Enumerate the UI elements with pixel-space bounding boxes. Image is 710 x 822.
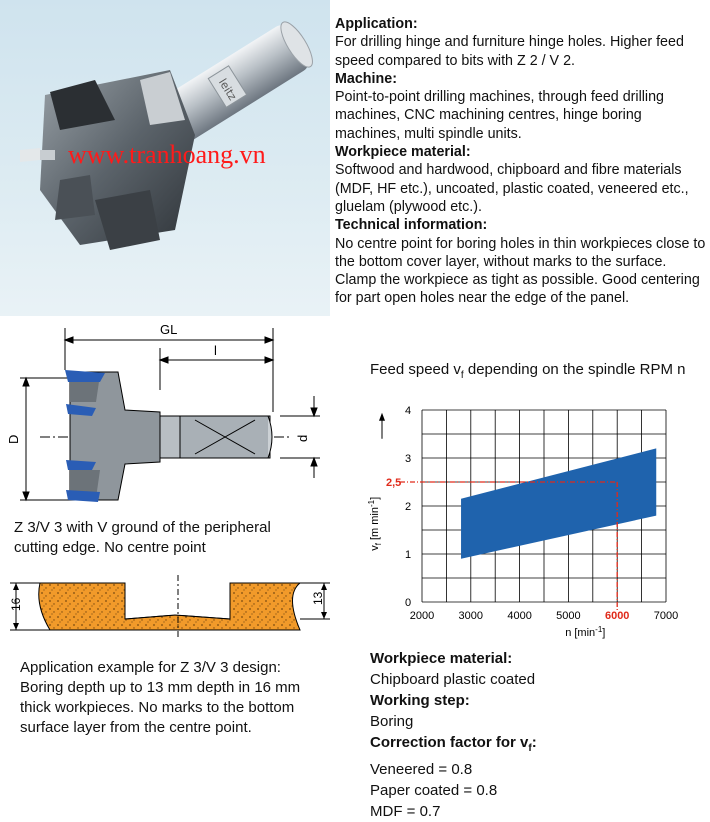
chart-title <box>370 360 690 386</box>
y-tick-label: 4 <box>404 405 412 417</box>
spec-factor-mdf: MDF = 0.7 <box>370 803 441 820</box>
feed-speed-chart <box>356 400 706 650</box>
correction-heading-sub: f <box>528 743 532 754</box>
workpiece-heading: Workpiece material: <box>335 144 471 161</box>
label-13: 13 <box>311 591 325 605</box>
spec-factor-paper: Paper coated = 0.8 <box>370 782 498 799</box>
spec-workpiece-value: Chipboard plastic coated <box>370 671 536 688</box>
label-gl: GL <box>160 322 178 337</box>
x-tick-label: 3000 <box>458 610 484 622</box>
y-tick-label: 3 <box>404 453 412 465</box>
product-photo <box>0 0 330 316</box>
y-axis-arrow <box>379 413 385 439</box>
application-text: For drilling hinge and furniture hinge holes. Higher feed speed compared to bits with Z 2 / V 2. <box>335 34 684 69</box>
marker-y-label: 2,5 <box>386 477 402 489</box>
x-tick-label: 2000 <box>409 610 435 622</box>
application-heading: Application: <box>335 16 418 32</box>
technical-heading: Technical information: <box>335 217 488 234</box>
label-d-small: d <box>295 434 310 442</box>
spec-block <box>370 648 700 822</box>
chart-x-label: n $[\min^{-1}]$ <box>565 625 606 639</box>
machine-section <box>335 70 710 143</box>
machine-text: Point-to-point drilling machines, through feed drilling machines, CNC machining centres, hinge boring machines, multi spindle units. <box>335 89 665 142</box>
brand-mark-text: leitz <box>215 76 240 103</box>
spec-factor-veneered: Veneered = 0.8 <box>370 761 473 778</box>
spec-workpiece-heading: Workpiece material: <box>370 650 513 667</box>
feed-speed-band <box>461 448 656 558</box>
workpiece-text: Softwood and hardwood, chipboard and fibre materials (MDF, HF etc.), uncoated, plastic coated, veneered etc., gluelam (plywood etc.). <box>335 162 689 215</box>
label-d-big: D <box>6 434 21 444</box>
y-tick-label: 2 <box>404 501 412 513</box>
chart-y-label: $v_f$ [m $\min^{-1}$] <box>367 496 383 551</box>
x-tick-label: 4000 <box>507 610 532 622</box>
workpiece-section <box>335 143 710 216</box>
label-16: 16 <box>9 597 23 611</box>
application-example-text: Application example for Z 3/V 3 design: Boring depth up to 13 mm depth in 16 mm thick workpieces. No marks to the bottom surface layer from the centre point. <box>20 659 301 736</box>
x-tick-label: 7000 <box>653 610 679 622</box>
chart-title-rest: depending on the spindle RPM n <box>463 361 686 378</box>
spec-step-value: Boring <box>370 713 414 730</box>
y-tick-label: 0 <box>404 597 412 609</box>
technical-text: No centre point for boring holes in thin workpieces close to the bottom cover layer, without marks to the surface. Clamp the workpiece as tight as possible. Good centering for part open holes near the edge of the panel. <box>335 235 706 307</box>
workpiece-section-drawing <box>0 575 340 645</box>
chart-title-sub: f <box>460 370 464 381</box>
correction-heading-main: Correction factor for v <box>370 734 529 751</box>
machine-heading: Machine: <box>335 70 397 87</box>
description-column <box>335 15 710 308</box>
technical-section <box>335 216 710 307</box>
chart-title-main: Feed speed v <box>370 361 461 378</box>
watermark-text: www.tranhoang.vn <box>68 140 266 169</box>
y-tick-label: 1 <box>404 549 412 561</box>
spec-step-heading: Working step: <box>370 692 470 709</box>
x-tick-label: 5000 <box>556 610 581 622</box>
tool-dimension-drawing <box>0 320 340 515</box>
y-arrow-head <box>379 413 385 421</box>
drawing-caption: Z 3/V 3 with V ground of the peripheral cutting edge. No centre point <box>14 519 271 556</box>
correction-heading-end: : <box>531 734 537 751</box>
x-tick-label: 6000 <box>604 610 630 622</box>
application-section <box>335 15 710 70</box>
label-l: l <box>214 343 217 358</box>
spec-correction-heading <box>370 732 700 759</box>
